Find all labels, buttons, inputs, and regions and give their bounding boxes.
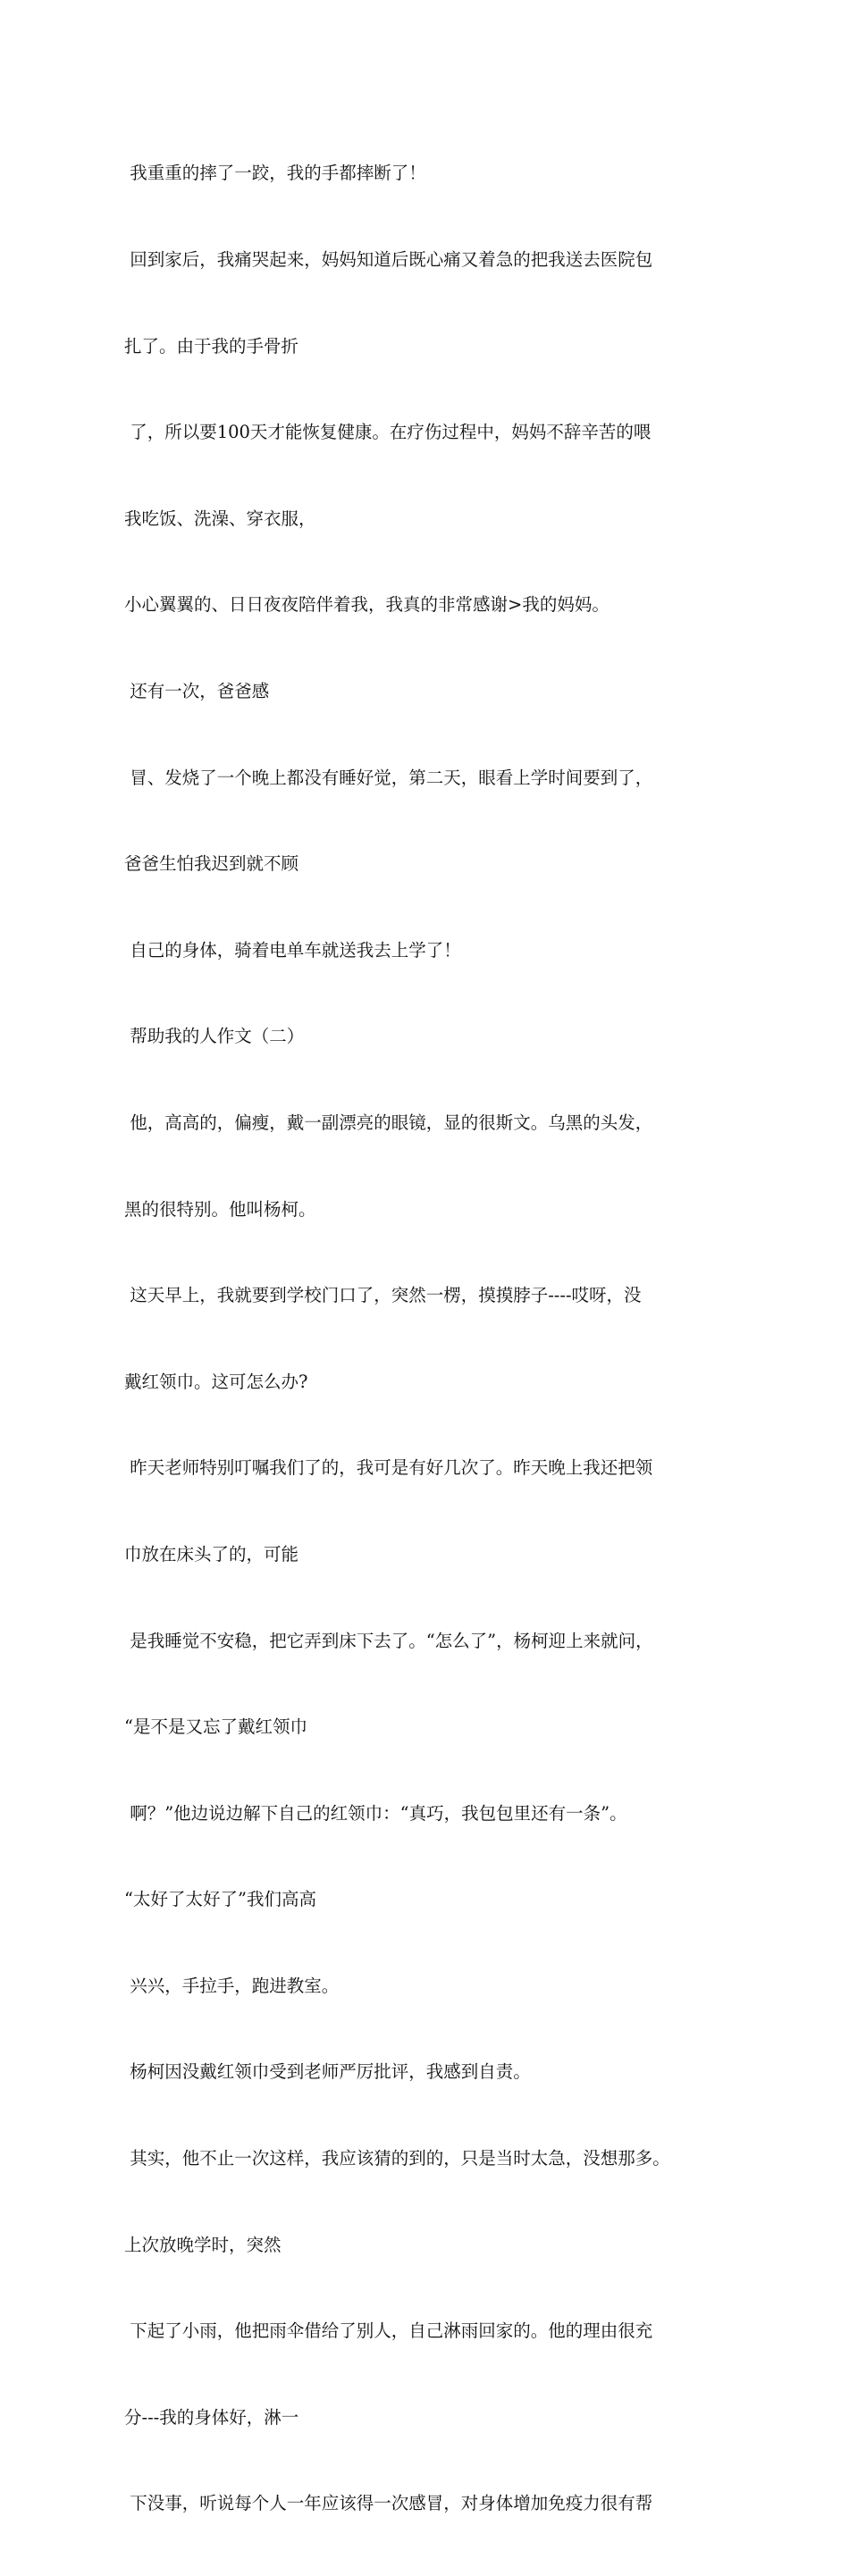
text-line: 我重重的摔了一跤，我的手都摔断了！ bbox=[124, 163, 426, 184]
text-line: 这天早上，我就要到学校门口了，突然一楞，摸摸脖子----哎呀，没 bbox=[124, 1285, 642, 1306]
text-line: 我吃饭、洗澡、穿衣服， bbox=[124, 508, 316, 529]
text-line: 巾放在床头了的，可能 bbox=[124, 1543, 299, 1565]
text-line: 啊？”他边说边解下自己的红领巾：“真巧，我包包里还有一条”。 bbox=[124, 1802, 627, 1824]
text-line: 其实，他不止一次这样，我应该猜的到的，只是当时太急，没想那多。 bbox=[124, 2148, 670, 2169]
text-line: 冒、发烧了一个晚上都没有睡好觉，第二天，眼看上学时间要到了， bbox=[124, 767, 653, 788]
text-line: 戴红领巾。这可怎么办? bbox=[124, 1371, 308, 1392]
text-line: 杨柯因没戴红领巾受到老师严厉批评，我感到自责。 bbox=[124, 2061, 531, 2083]
text-line: 他，高高的，偏瘦，戴一副漂亮的眼镜，显的很斯文。乌黑的头发， bbox=[124, 1112, 653, 1133]
text-line: 昨天老师特别叮嘱我们了的，我可是有好几次了。昨天晚上我还把领 bbox=[124, 1457, 653, 1479]
text-line: “太好了太好了”我们高高 bbox=[124, 1889, 316, 1910]
text-line: 上次放晚学时，突然 bbox=[124, 2234, 282, 2255]
section-heading: 帮助我的人作文（二） bbox=[124, 1026, 305, 1047]
essay-text bbox=[124, 102, 750, 2576]
text-line: 扎了。由于我的手骨折 bbox=[124, 335, 299, 357]
text-line: 还有一次，爸爸感 bbox=[124, 680, 270, 701]
text-line: 黑的很特别。他叫杨柯。 bbox=[124, 1198, 316, 1220]
text-line: 是我睡觉不安稳，把它弄到床下去了。“怎么了”，杨柯迎上来就问， bbox=[124, 1630, 653, 1651]
text-line: 下起了小雨，他把雨伞借给了别人，自己淋雨回家的。他的理由很充 bbox=[124, 2320, 653, 2342]
text-line: 下没事，听说每个人一年应该得一次感冒，对身体增加免疫力很有帮 bbox=[124, 2493, 653, 2514]
text-line: 爸爸生怕我迟到就不顾 bbox=[124, 853, 299, 875]
text-line: 分---我的身体好，淋一 bbox=[124, 2406, 299, 2428]
text-line: 自己的身体，骑着电单车就送我去上学了！ bbox=[124, 939, 461, 961]
text-line: 兴兴，手拉手，跑进教室。 bbox=[124, 1975, 340, 1996]
text-line: 小心翼翼的、日日夜夜陪伴着我，我真的非常感谢>我的妈妈。 bbox=[124, 594, 609, 616]
text-line: “是不是又忘了戴红领巾 bbox=[124, 1716, 307, 1738]
text-line: 了，所以要100天才能恢复健康。在疗伤过程中，妈妈不辞辛苦的喂 bbox=[124, 422, 651, 443]
text-line: 回到家后，我痛哭起来，妈妈知道后既心痛又着急的把我送去医院包 bbox=[124, 249, 653, 270]
